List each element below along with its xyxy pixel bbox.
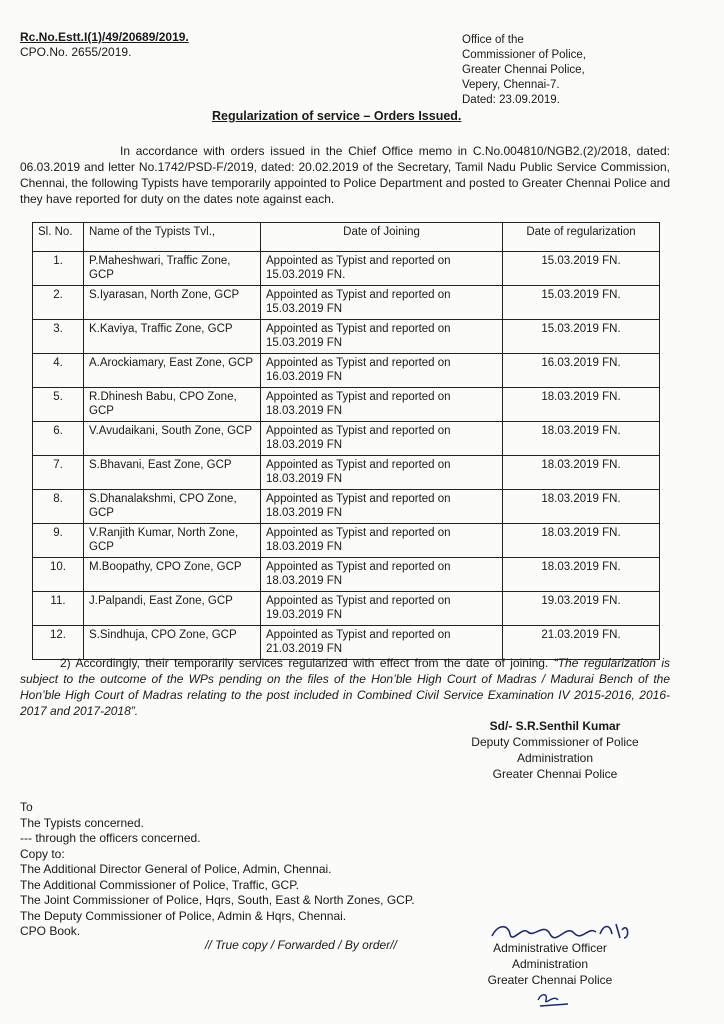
header-date-regularization: Date of regularization <box>503 223 660 252</box>
distribution-line: The Additional Director General of Police, Admin, Chennai. <box>20 862 332 876</box>
cell-date-regularization: 18.03.2019 FN. <box>503 524 660 558</box>
cell-date-joining: Appointed as Typist and reported on 15.03.2019 FN. <box>261 252 503 286</box>
distribution-line: To <box>20 800 33 814</box>
table-row <box>33 354 660 388</box>
signatory-office: Greater Chennai Police <box>492 767 618 781</box>
cell-date-joining: Appointed as Typist and reported on 15.03.2019 FN <box>261 320 503 354</box>
cell-date-joining: Appointed as Typist and reported on 18.03.2019 FN <box>261 490 503 524</box>
table-row <box>33 592 660 626</box>
true-copy-note: // True copy / Forwarded / By order// <box>205 938 397 952</box>
signatory-block <box>440 718 670 782</box>
office-address <box>462 33 586 108</box>
cell-sl-no: 10. <box>33 558 84 592</box>
cell-name: P.Maheshwari, Traffic Zone, GCP <box>84 252 261 286</box>
cell-date-regularization: 16.03.2019 FN. <box>503 354 660 388</box>
cell-date-regularization: 18.03.2019 FN. <box>503 422 660 456</box>
cell-sl-no: 1. <box>33 252 84 286</box>
paragraph-2 <box>20 655 670 719</box>
address-line: Vepery, Chennai-7. <box>462 79 560 91</box>
cell-name: S.Iyarasan, North Zone, GCP <box>84 286 261 320</box>
distribution-line: The Joint Commissioner of Police, Hqrs, South, East & North Zones, GCP. <box>20 893 415 907</box>
typists-table <box>32 222 660 660</box>
cell-name: R.Dhinesh Babu, CPO Zone, GCP <box>84 388 261 422</box>
attestation-block <box>470 940 630 988</box>
cell-name: J.Palpandi, East Zone, GCP <box>84 592 261 626</box>
cell-sl-no: 6. <box>33 422 84 456</box>
cell-sl-no: 3. <box>33 320 84 354</box>
table-row <box>33 252 660 286</box>
cell-name: K.Kaviya, Traffic Zone, GCP <box>84 320 261 354</box>
cell-sl-no: 9. <box>33 524 84 558</box>
distribution-line: CPO Book. <box>20 924 81 938</box>
distribution-line: The Typists concerned. <box>20 815 144 830</box>
cell-date-regularization: 18.03.2019 FN. <box>503 456 660 490</box>
intro-paragraph: In accordance with orders issued in the Chief Office memo in C.No.004810/NGB2.(2)/2018, dated: 06.03.2019 and letter No.1742/PSD-F/2019, dated: 20.02.2019 of the Secretary, Tamil Nadu Public Service Commission, Chennai, the following Typists have temporarily appointed to Police Department and posted to Greater Chennai Police and they have reported for duty on the dates note against each. <box>20 144 670 206</box>
cell-date-regularization: 18.03.2019 FN. <box>503 388 660 422</box>
table-row <box>33 320 660 354</box>
attestation-designation: Administrative Officer <box>493 941 607 955</box>
table-row <box>33 286 660 320</box>
cell-name: M.Boopathy, CPO Zone, GCP <box>84 558 261 592</box>
table-row <box>33 456 660 490</box>
table-row <box>33 524 660 558</box>
distribution-line: The Additional Commissioner of Police, Traffic, GCP. <box>20 877 300 892</box>
address-line: Office of the <box>462 34 524 46</box>
para2-lead: 2) Accordingly, their temporarily services regularized with effect from the date of joining. <box>60 656 549 670</box>
signatory-designation: Deputy Commissioner of Police <box>471 735 639 749</box>
cell-date-regularization: 21.03.2019 FN. <box>503 626 660 660</box>
attestation-office: Greater Chennai Police <box>487 973 613 987</box>
cell-sl-no: 8. <box>33 490 84 524</box>
table-row <box>33 490 660 524</box>
cell-date-regularization: 18.03.2019 FN. <box>503 490 660 524</box>
cell-date-regularization: 15.03.2019 FN. <box>503 286 660 320</box>
cell-sl-no: 11. <box>33 592 84 626</box>
table-header-row <box>33 223 660 252</box>
para2-quote: “The regularization is subject to the outcome of the WPs pending on the files of the Hon’ble High Court of Madras / Madurai Bench of the Hon’ble High Court of Madras relating to the post included in Combined Civil Service Examination IV 2015-2016, 2016-2017 and 2017-2018”. <box>20 656 670 718</box>
cell-sl-no: 4. <box>33 354 84 388</box>
cpo-number: CPO.No. 2655/2019. <box>20 45 132 59</box>
address-line: Greater Chennai Police, <box>462 64 585 76</box>
distribution-line: Copy to: <box>20 846 65 861</box>
cell-date-regularization: 15.03.2019 FN. <box>503 252 660 286</box>
table-row <box>33 388 660 422</box>
date-line: Dated: 23.09.2019. <box>462 94 560 106</box>
table-row <box>33 558 660 592</box>
signatory-name: Sd/- S.R.Senthil Kumar <box>489 719 621 733</box>
cell-sl-no: 7. <box>33 456 84 490</box>
header-date-joining: Date of Joining <box>261 223 503 252</box>
subject-heading: Regularization of service – Orders Issued. <box>212 109 462 123</box>
header-sl-no: Sl. No. <box>33 223 84 252</box>
table-row <box>33 422 660 456</box>
cell-sl-no: 2. <box>33 286 84 320</box>
cell-name: V.Avudaikani, South Zone, GCP <box>84 422 261 456</box>
attestation-department: Administration <box>511 957 589 971</box>
cell-sl-no: 12. <box>33 626 84 660</box>
cell-date-joining: Appointed as Typist and reported on 18.03.2019 FN <box>261 524 503 558</box>
cell-date-joining: Appointed as Typist and reported on 16.03.2019 FN <box>261 354 503 388</box>
cell-date-joining: Appointed as Typist and reported on 18.03.2019 FN <box>261 456 503 490</box>
reference-number: Rc.No.Estt.I(1)/49/20689/2019. <box>20 30 189 44</box>
cell-sl-no: 5. <box>33 388 84 422</box>
distribution-line: --- through the officers concerned. <box>20 831 201 845</box>
cell-date-regularization: 18.03.2019 FN. <box>503 558 660 592</box>
cell-name: S.Bhavani, East Zone, GCP <box>84 456 261 490</box>
cell-date-joining: Appointed as Typist and reported on 15.03.2019 FN <box>261 286 503 320</box>
cell-date-regularization: 15.03.2019 FN. <box>503 320 660 354</box>
cell-name: S.Sindhuja, CPO Zone, GCP <box>84 626 261 660</box>
cell-name: S.Dhanalakshmi, CPO Zone, GCP <box>84 490 261 524</box>
cell-date-joining: Appointed as Typist and reported on 18.03.2019 FN <box>261 558 503 592</box>
cell-date-joining: Appointed as Typist and reported on 19.03.2019 FN <box>261 592 503 626</box>
cell-date-regularization: 19.03.2019 FN. <box>503 592 660 626</box>
header-name: Name of the Typists Tvl., <box>84 223 261 252</box>
cell-date-joining: Appointed as Typist and reported on 18.03.2019 FN <box>261 388 503 422</box>
distribution-line: The Deputy Commissioner of Police, Admin & Hqrs, Chennai. <box>20 908 347 923</box>
cell-name: V.Ranjith Kumar, North Zone, GCP <box>84 524 261 558</box>
cell-date-joining: Appointed as Typist and reported on 21.03.2019 FN <box>261 626 503 660</box>
address-line: Commissioner of Police, <box>462 49 586 61</box>
signatory-department: Administration <box>516 751 594 765</box>
cell-name: A.Arockiamary, East Zone, GCP <box>84 354 261 388</box>
initials-stamp-icon <box>534 990 574 1012</box>
distribution-list <box>20 800 415 940</box>
cell-date-joining: Appointed as Typist and reported on 18.03.2019 FN <box>261 422 503 456</box>
